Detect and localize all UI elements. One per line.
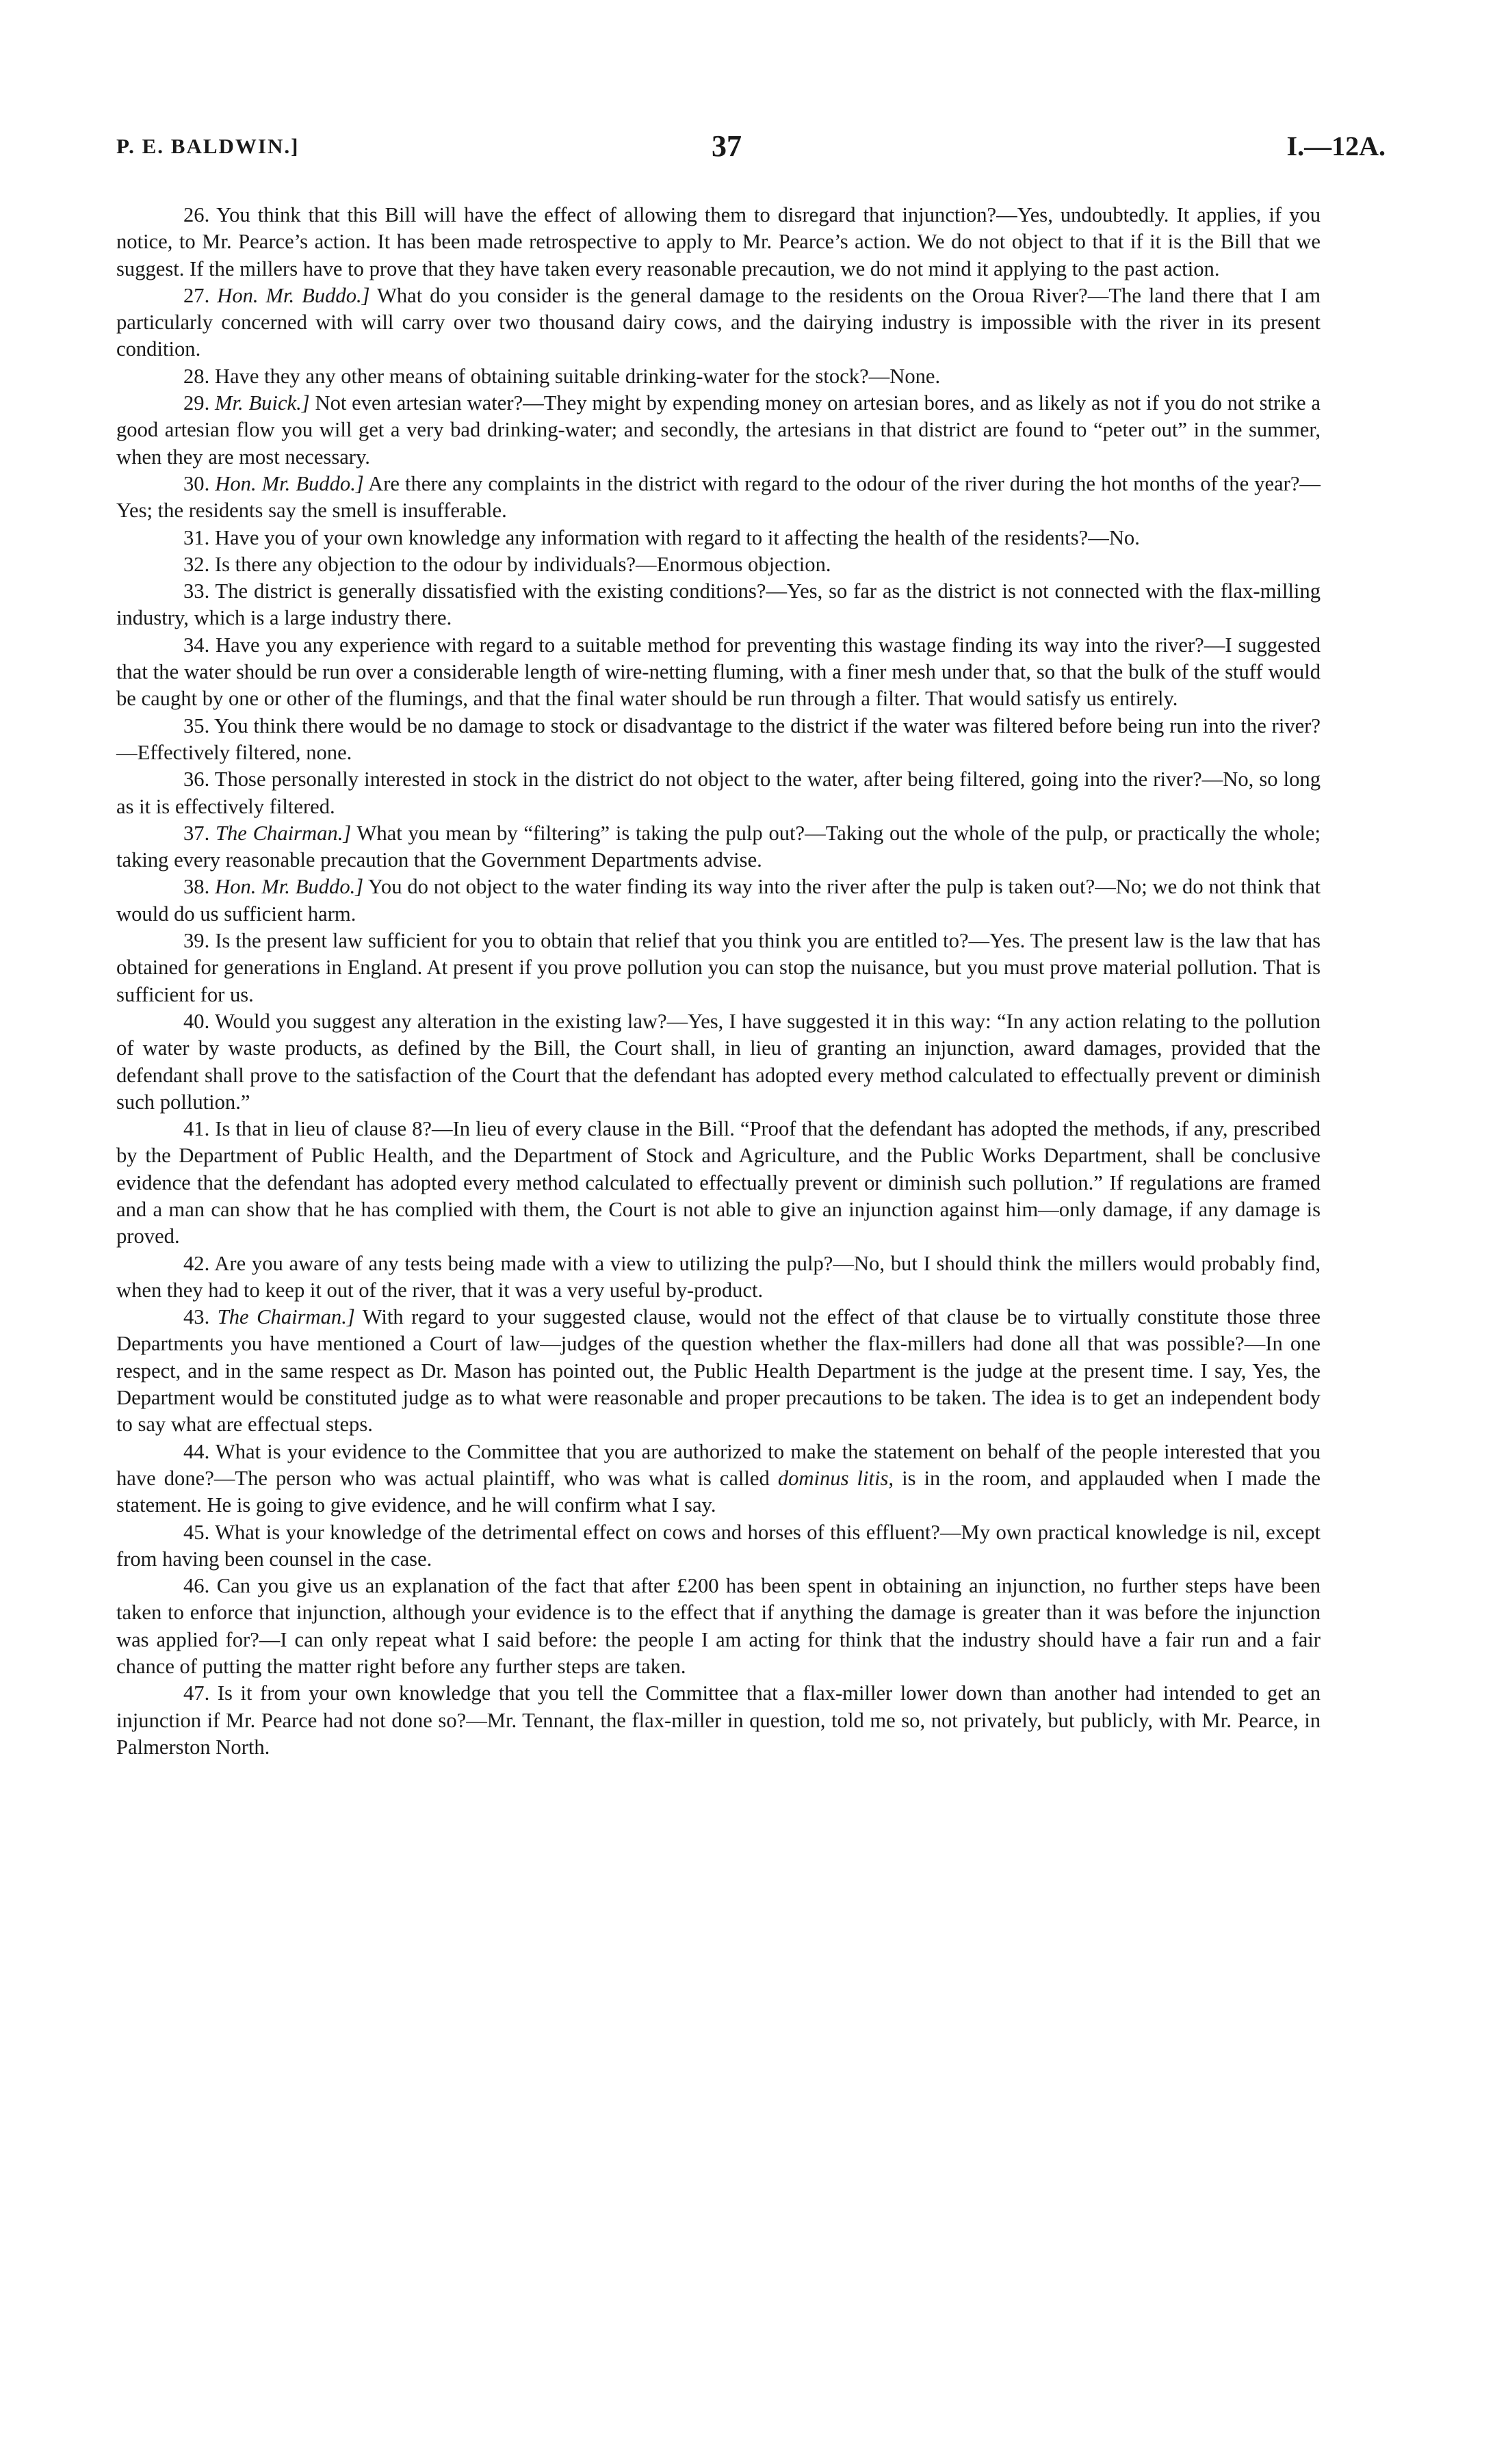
question-35: 35. You think there would be no damage to stock or disadvantage to the district if the water was filtered before being run into the river?—Effectively filtered, none. xyxy=(116,713,1321,764)
question-40: 40. Would you suggest any alteration in the existing law?—Yes, I have suggested it in this way: “In any action relating to the pollution of water by waste products, as defined by the Bill, the Court shall, in lieu of granting an injunction, award damages, provided that the defendant shall prove to the satisfaction of the Court that the defendant has adopted every method calculated to effectually prevent or diminish such pollution.” xyxy=(116,1009,1321,1114)
witness-name: P. E. BALDWIN.] xyxy=(116,134,300,158)
speaker: Hon. Mr. Buddo.] xyxy=(215,471,364,495)
question-47: 47. Is it from your own knowledge that you tell the Committee that a flax-miller lower down than another had intended to get an injunction if Mr. Pearce had not done so?—Mr. Tennant, the flax-miller in question, told me so, not privately, but publicly, with Mr. Pearce, in Palmerston North. xyxy=(116,1681,1321,1759)
question-31: 31. Have you of your own knowledge any information with regard to it affecting the health of the residents?—No. xyxy=(183,525,1140,549)
question-34: 34. Have you any experience with regard to a suitable method for preventing this wastage finding its way into the river?—I suggested that the water should be run over a considerable length of wire-netting fluming, with a finer mesh under that, so that the bulk of the stuff would be caught by one or other of the flumings, and that the final water should be run through a filter. That would satisfy us entirely. xyxy=(116,633,1321,711)
question-46: 46. Can you give us an explanation of the fact that after £200 has been spent in obtaining an injunction, no further steps have been taken to enforce that injunction, although your evidence is to the effect that if anything the damage is greater than it was before the injunction was applied for?—I can only repeat what I said before: the people I am acting for think that the industry should have a fair run and a fair chance of putting the matter right before any further steps are taken. xyxy=(116,1574,1321,1679)
question-45: 45. What is your knowledge of the detrimental effect on cows and horses of this effluent?—My own practical knowledge is nil, except from having been counsel in the case. xyxy=(116,1520,1321,1571)
question-29: 29. Mr. Buick.] Not even artesian water?—They might by expending money on artesian bores, and as likely as not if you do not strike a good artesian flow you will get a very bad drinking-water; and secondly, the artesians in that district are found to “peter out” in the summer, when they are most necessary. xyxy=(116,391,1321,469)
question-33: 33. The district is generally dissatisfied with the existing conditions?—Yes, so far as the district is not connected with the flax-milling industry, which is a large industry there. xyxy=(116,579,1321,630)
question-41: 41. Is that in lieu of clause 8?—In lieu of every clause in the Bill. “Proof that the defendant has adopted the methods, if any, prescribed by the Department of Public Health, and the Department of Stock and Agriculture, and the Public Works Department, shall be conclusive evidence that the defendant has adopted every method calculated to effectually prevent or diminish such pollution.” If regulations are framed and a man can show that he has complied with them, the Court is not able to give an injunction against him—only damage, if any damage is proved. xyxy=(116,1117,1321,1248)
paper-reference: I.—12A. xyxy=(1286,131,1386,161)
speaker: Hon. Mr. Buddo.] xyxy=(217,283,370,307)
question-39: 39. Is the present law sufficient for you to obtain that relief that you think you are entitled to?—Yes. The present law is the law that has obtained for generations in England. At present if you prove pollution you can stop the nuisance, but you must prove material pollution. That is sufficient for us. xyxy=(116,929,1321,1006)
latin-term: dominus litis, xyxy=(777,1466,894,1490)
speaker: The Chairman.] xyxy=(217,1305,355,1329)
question-26: 26. You think that this Bill will have the effect of allowing them to disregard that injunction?—Yes, undoubtedly. It applies, if you notice, to Mr. Pearce’s action. It has been made retrospective to apply to Mr. Pearce’s action. We do not object to that if it is the Bill that we suggest. If the millers have to prove that they have taken every reasonable precaution, we do not mind it applying to the past action. xyxy=(116,203,1321,280)
question-36: 36. Those personally interested in stock in the district do not object to the water, after being filtered, going into the river?—No, so long as it is effectively filtered. xyxy=(116,768,1321,818)
question-42: 42. Are you aware of any tests being made with a view to utilizing the pulp?—No, but I should think the millers would probably find, when they had to keep it out of the river, that it was a very useful by-product. xyxy=(116,1251,1321,1302)
question-30: 30. Hon. Mr. Buddo.] Are there any complaints in the district with regard to the odour of the river during the hot months of the year?—Yes; the residents say the smell is insufferable. xyxy=(116,471,1321,523)
question-44: 44. What is your evidence to the Committee that you are authorized to make the statement on behalf of the people interested that you have done?—The person who was actual plaintiff, who was what is called dominus litis, is in the room, and applauded when I made the statement. He is going to give evidence, and he will confirm what I say. xyxy=(116,1439,1321,1517)
speaker: Mr. Buick.] xyxy=(215,391,310,415)
question-28: 28. Have they any other means of obtaining suitable drinking-water for the stock?—None. xyxy=(183,364,941,388)
speaker: Hon. Mr. Buddo.] xyxy=(215,875,364,899)
evidence-text xyxy=(116,202,1321,1761)
question-32: 32. Is there any objection to the odour by individuals?—Enormous objection. xyxy=(183,552,831,576)
question-43: 43. The Chairman.] With regard to your suggested clause, would not the effect of that clause be to virtually constitute those three Departments you have mentioned a Court of law—judges of the question whether the flax-millers had done all that was possible?—In one respect, and in the same respect as Dr. Mason has pointed out, the Public Health Department is the judge at the present time. I say, Yes, the Department would be constituted judge as to what were reasonable and proper precautions to be taken. The idea is to get an independent body to say what are effectual steps. xyxy=(116,1305,1321,1437)
page-number: 37 xyxy=(712,129,742,163)
question-37: 37. The Chairman.] What you mean by “filtering” is taking the pulp out?—Taking out the whole of the pulp, or practically the whole; taking every reasonable precaution that the Government Departments advise. xyxy=(116,821,1321,872)
speaker: The Chairman.] xyxy=(216,821,352,845)
page-header xyxy=(116,129,1386,170)
question-38: 38. Hon. Mr. Buddo.] You do not object to the water finding its way into the river after the pulp is taken out?—No; we do not think that would do us sufficient harm. xyxy=(116,875,1321,926)
question-27: 27. Hon. Mr. Buddo.] What do you consider is the general damage to the residents on the Oroua River?—The land there that I am particularly concerned with will carry over two thousand dairy cows, and the dairying industry is impossible with the river in its present condition. xyxy=(116,283,1321,361)
